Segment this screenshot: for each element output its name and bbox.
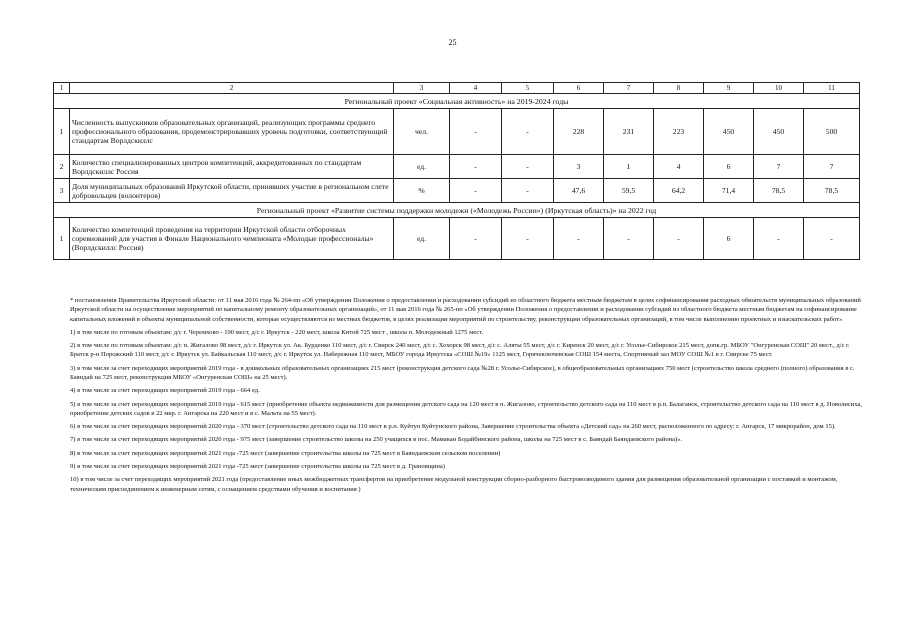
value-cell: - — [502, 218, 554, 260]
value-cell: 78,5 — [754, 179, 804, 203]
value-cell: 6 — [704, 155, 754, 179]
value-cell: 500 — [804, 109, 860, 155]
value-cell: 4 — [654, 155, 704, 179]
row-number: 2 — [54, 155, 70, 179]
unit-cell: ед. — [394, 218, 450, 260]
value-cell: 228 — [554, 109, 604, 155]
indicators-table — [53, 82, 860, 260]
column-number: 5 — [502, 83, 554, 94]
footnote: 9) в том числе за счет переходящих мероприятий 2021 года -725 мест (завершение строительства школы на 725 мест в д. Грановщина) — [70, 462, 445, 470]
value-cell: - — [804, 218, 860, 260]
column-number: 1 — [54, 83, 70, 94]
table-body — [54, 83, 860, 260]
footnote: 2) в том числе по готовым объектам: д/с п. Жигалово 98 мест, д/с г. Иркутск ул. Ак. Бурденко 110 мест, д/с г. Свирск 240 мест, д/с с. Хохорск 98 мест, д/с с. Аляты 55 мест, д/с г. Киренск 20 мест, д/с г. Усолье-Сибирское 215 мест, допк.гр. МБОУ "Онгуренская СОШ" 20 мест., д/с г. Братск р-н Порожский 110 мест, д/с г. Иркутск ул. Байкальская 110 мест, д/с г. Иркутск ул. Набережная 110 мест, МБОУ города Иркутска «СОШ №19» 1125 мест, Горячеключевская СОШ 154 места, Спортивный зал МОУ СОШ №1 в г. Свирске 75 мест. — [70, 342, 850, 359]
section-title-row — [54, 203, 860, 218]
table-row — [54, 218, 860, 260]
column-number: 11 — [804, 83, 860, 94]
unit-cell: чел. — [394, 109, 450, 155]
value-cell: 450 — [754, 109, 804, 155]
column-number: 10 — [754, 83, 804, 94]
row-number: 3 — [54, 179, 70, 203]
value-cell: 223 — [654, 109, 704, 155]
column-number: 8 — [654, 83, 704, 94]
value-cell: 59,5 — [604, 179, 654, 203]
value-cell: 64,2 — [654, 179, 704, 203]
footnote: 8) в том числе за счет переходящих мероприятий 2021 года -725 мест (завершение строительства школы на 725 мест в Баяндаевском сельском поселении) — [70, 449, 501, 457]
footnotes — [70, 296, 865, 498]
footnote: 1) в том числе по готовым объектам: д/с г. Черемхово - 190 мест, д/с г. Иркутск - 220 мест, школа Китой 725 мест , школа п. Молодежный 1275 мест. — [70, 328, 484, 336]
table-row — [54, 179, 860, 203]
footnote: 6) в том числе за счет переходящих мероприятий 2020 года - 370 мест (строительство детского сада на 110 мест в р.п. Куйтун Куйтунского района, Завершение строительства объекта «Детский сад» на 260 мест, расположенного по адресу: г. Ангарск, 17 микрорайон, дом 15). — [70, 423, 836, 431]
value-cell: 1 — [604, 155, 654, 179]
value-cell: - — [450, 109, 502, 155]
column-number: 6 — [554, 83, 604, 94]
value-cell: - — [502, 155, 554, 179]
value-cell: - — [502, 179, 554, 203]
column-number-row — [54, 83, 860, 94]
column-number: 4 — [450, 83, 502, 94]
value-cell: 6 — [704, 218, 754, 260]
value-cell: 450 — [704, 109, 754, 155]
indicator-description: Количество компетенций проведения на территории Иркутской области отборочных соревнований для участия в Финале Национального чемпионата «Молодые профессионалы» (Ворлдскиллс Россия) — [70, 218, 394, 260]
footnote: 7) в том числе за счет переходящих мероприятий 2020 года - 975 мест (завершение строительство школы на 250 учащихся в пос. Мамакан Бодайбинского района, школы на 725 мест в с. Баяндай Баяндаевского района)». — [70, 436, 683, 444]
value-cell: - — [450, 218, 502, 260]
value-cell: 78,5 — [804, 179, 860, 203]
column-number: 2 — [70, 83, 394, 94]
row-number: 1 — [54, 218, 70, 260]
value-cell: 71,4 — [704, 179, 754, 203]
footnote: 5) в том числе за счет переходящих мероприятий 2019 года - 615 мест (приобретение объекта недвижимости для размещения детского сада на 120 мест в п. Жигалово, строительство детского сада на 110 мест в р.п. Балаганск, строительство детского сада на 110 мест в д. Новолисиха, приобретение детских садов в 22 мкр. г. Ангарска на 220 мест и в с. Мальта на 55 мест). — [70, 400, 862, 417]
unit-cell: ед. — [394, 155, 450, 179]
value-cell: - — [654, 218, 704, 260]
value-cell: 231 — [604, 109, 654, 155]
value-cell: - — [554, 218, 604, 260]
value-cell: - — [450, 155, 502, 179]
footnote: 3) в том числе за счет переходящих мероприятий 2019 года - в дошкольных образовательных организациях 215 мест (реконструкция детского сада №28 г. Усолье-Сибирское), в общеобразовательных организациях 750 мест (строительство школа среднего (полного) образования в с. Баяндай на 725 мест, реконструкция МБОУ «Онгуренская СОШ» на 25 мест). — [70, 364, 855, 381]
row-number: 1 — [54, 109, 70, 155]
footnote: 4) в том числе за счет переходящих мероприятий 2019 года - 664 ед. — [70, 387, 260, 395]
value-cell: - — [502, 109, 554, 155]
footnote: * постановления Правительства Иркутской области: от 11 мая 2016 года № 264-пп «Об утверждении Положения о предоставлении и расходовании субсидий из областного бюджета местным бюджетам в целях софинансирования расходных обязательств муниципальных образований Иркутской области на осуществление мероприятий по капитальному ремонту образовательных организаций», от 11 мая 2016 года № 265-пп «Об утверждении Положения о предоставлении и расходовании субсидий из областного бюджета местным бюджетам на софинансирование капитальных вложений в объекты муниципальной собственности, которые осуществляются из местных бюджетов, в целях реализации мероприятий по строительству, реконструкции образовательных организаций, в том числе выполнению проектных и изыскательских работ» — [70, 297, 861, 323]
value-cell: 47,6 — [554, 179, 604, 203]
value-cell: 3 — [554, 155, 604, 179]
page-number: 25 — [448, 38, 457, 47]
section-title: Региональный проект «Социальная активность» на 2019-2024 годы — [54, 94, 860, 109]
value-cell: 7 — [804, 155, 860, 179]
value-cell: - — [754, 218, 804, 260]
value-cell: - — [450, 179, 502, 203]
footnote: 10) в том числе за счет переходящих мероприятий 2021 года (предоставление иных межбюджетных трансфертов на приобретение модульной конструкции сборно-разборного быстровозводимого здания для размещения образовательной организации с поставкой и монтажом, техническим присоединением к инженерным сетям, с оснащением средствами обучения и воспитания ) — [70, 476, 838, 493]
indicator-description: Количество специализированных центров компетенций, аккредитованных по стандартам Ворлдскиллс Россия — [70, 155, 394, 179]
value-cell: - — [604, 218, 654, 260]
indicator-description: Численность выпускников образовательных организаций, реализующих программы среднего профессионального образования, продемонстрировавших уровень подготовки, соответствующий стандартам Ворлдскиллс — [70, 109, 394, 155]
indicator-description: Доля муниципальных образований Иркутской области, принявших участие в региональном слете добровольцев (волонтеров) — [70, 179, 394, 203]
section-title-row — [54, 94, 860, 109]
table-row — [54, 109, 860, 155]
section-title: Региональный проект «Развитие системы поддержки молодежи («Молодежь России») (Иркутская область)» на 2022 год — [54, 203, 860, 218]
unit-cell: % — [394, 179, 450, 203]
column-number: 9 — [704, 83, 754, 94]
column-number: 3 — [394, 83, 450, 94]
column-number: 7 — [604, 83, 654, 94]
value-cell: 7 — [754, 155, 804, 179]
table-row — [54, 155, 860, 179]
